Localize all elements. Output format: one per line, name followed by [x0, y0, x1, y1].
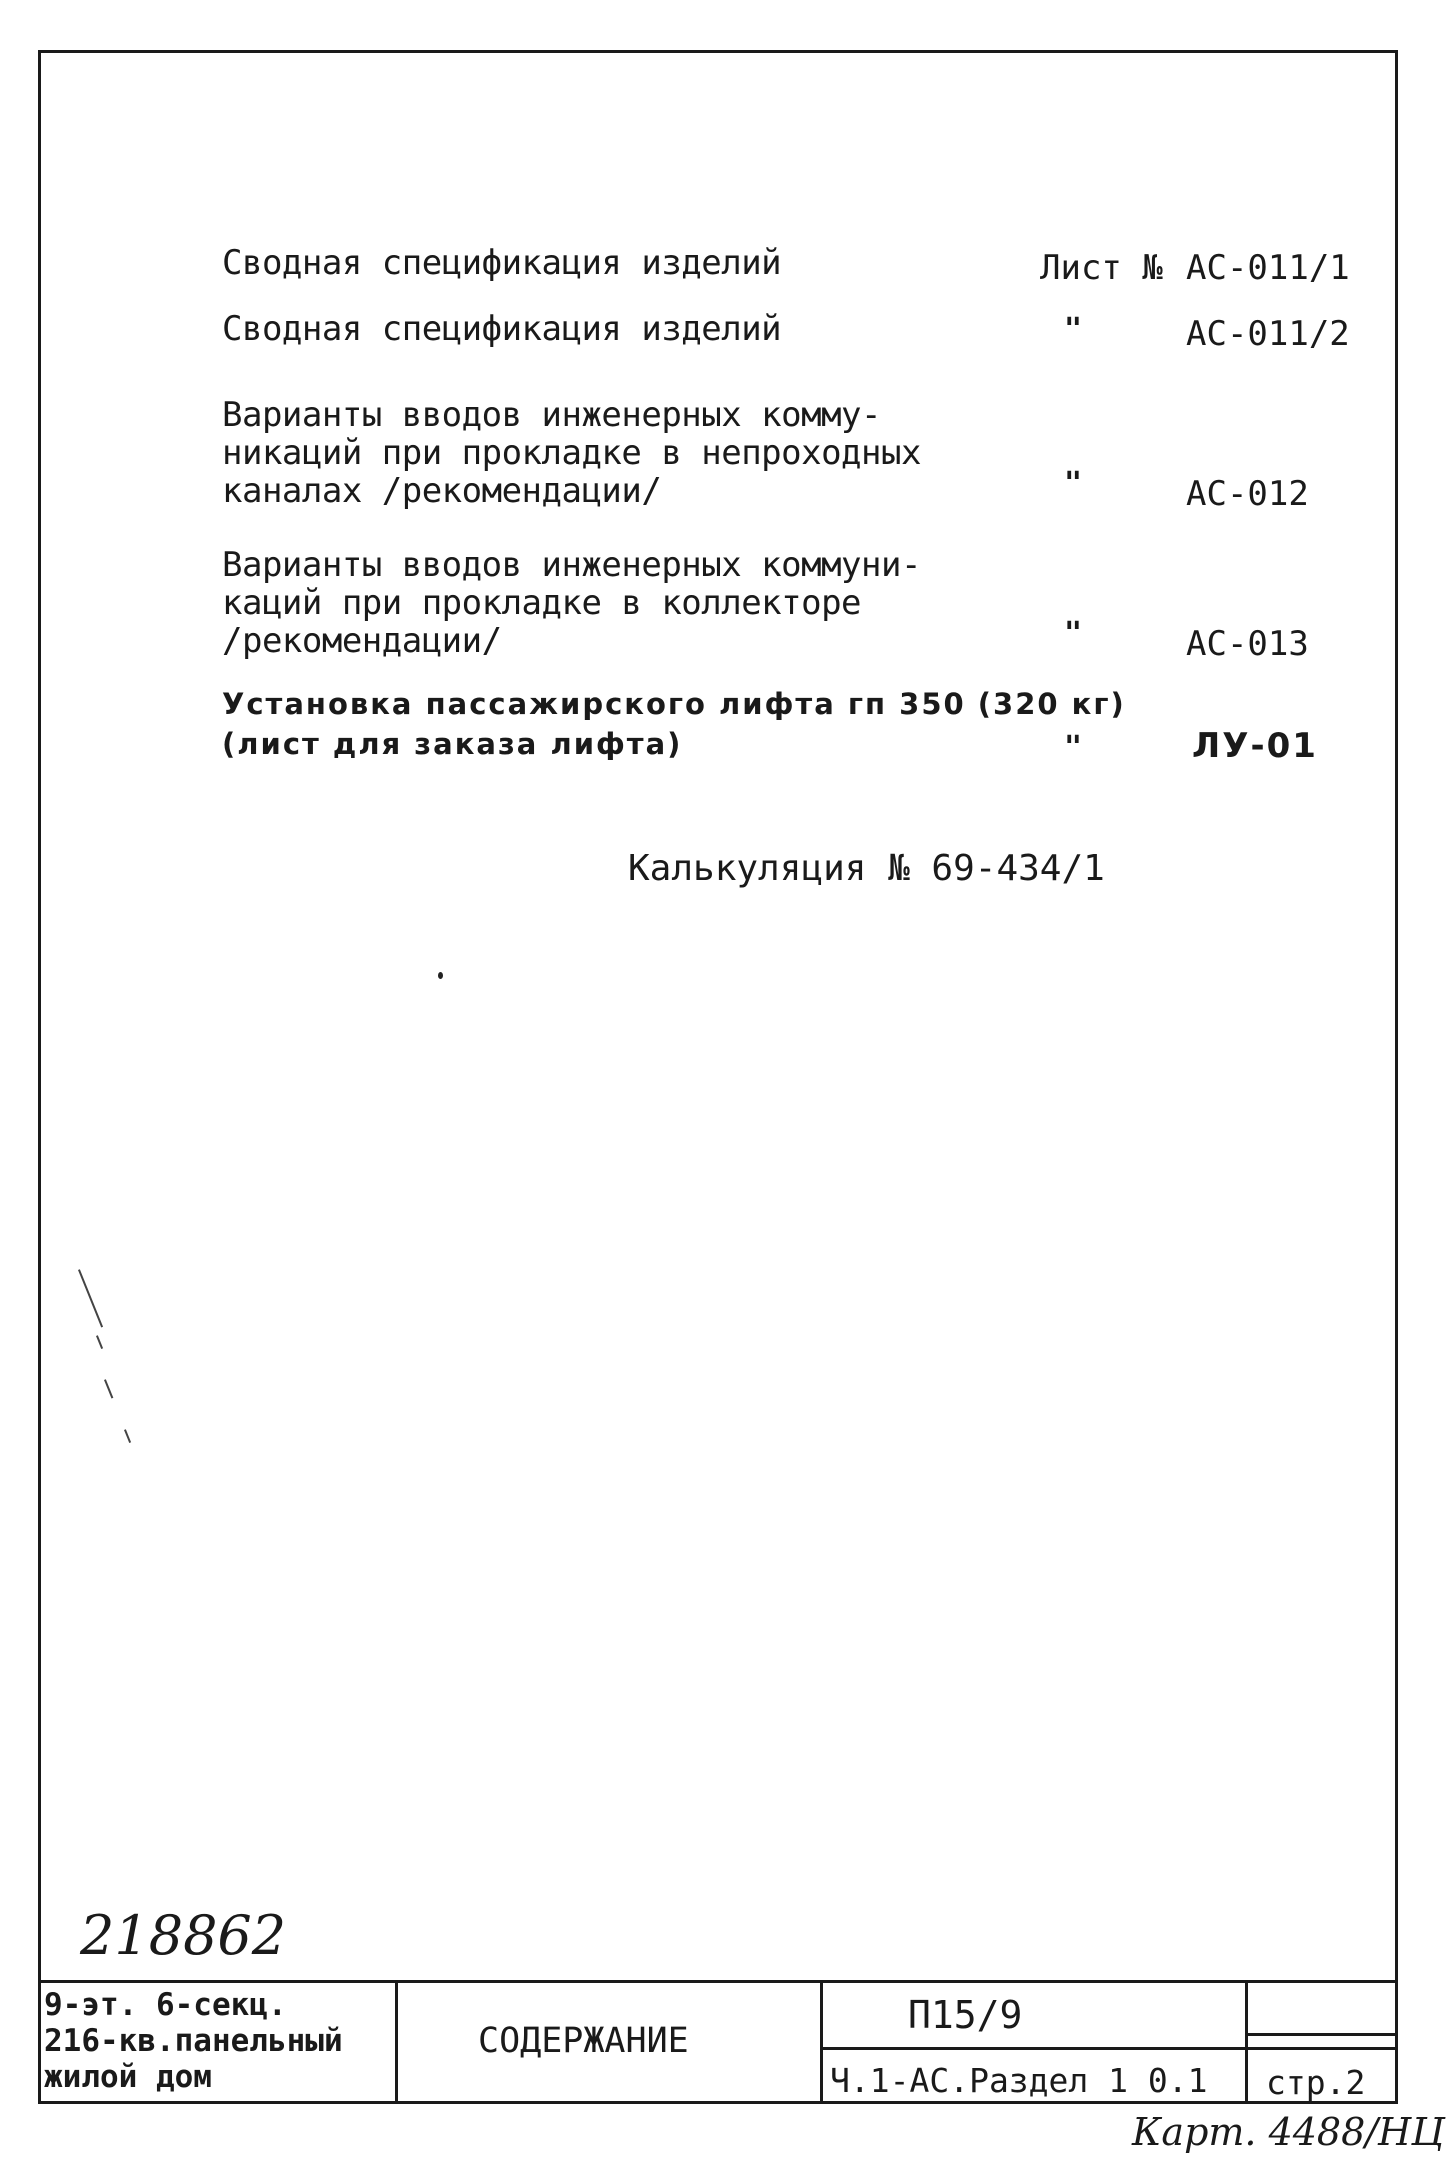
title-block-divider	[820, 1983, 823, 2104]
project-line: жилой дом	[44, 2059, 212, 2095]
project-line: 9-эт. 6-секц.	[44, 1987, 287, 2023]
ditto-mark: "	[1064, 616, 1083, 651]
entry-title-line: каций при прокладке в коллекторе	[222, 583, 862, 623]
title-block	[38, 1980, 1398, 2104]
handwritten-inventory-number: 218862	[80, 1904, 287, 1967]
entry-title-line: Сводная спецификация изделий	[222, 309, 782, 349]
entry-title-line: (лист для заказа лифта)	[222, 727, 683, 761]
title-block-divider	[820, 2047, 1395, 2050]
sheet-number: ЛУ-01	[1192, 726, 1318, 766]
entry-title-line: /рекомендации/	[222, 621, 502, 661]
entry-title-line: каналах /рекомендации/	[222, 471, 662, 511]
contents-entry	[222, 546, 921, 660]
archive-note-handwritten: Карт. 4488/НЦ	[1132, 2110, 1445, 2154]
entry-title-line: Сводная спецификация изделий	[222, 243, 782, 283]
drawing-frame	[38, 50, 1398, 2104]
title-block-divider	[395, 1983, 398, 2104]
title-block-divider	[1245, 1983, 1248, 2104]
sheet-number: АС-013	[1186, 624, 1309, 664]
contents-entry-handwritten	[222, 684, 1126, 764]
contents-entry	[222, 310, 781, 348]
ditto-mark: "	[1064, 730, 1083, 765]
contents-entry	[222, 396, 921, 510]
document-title: СОДЕРЖАНИЕ	[478, 2021, 689, 2061]
ditto-mark: "	[1064, 312, 1083, 347]
project-name	[44, 1987, 343, 2095]
page-number: стр.2	[1266, 2063, 1366, 2102]
sheet-number: АС-011/2	[1186, 314, 1350, 354]
entry-title-line: Варианты вводов инженерных коммуни-	[222, 545, 921, 585]
sheet-prefix: Лист №	[1040, 248, 1163, 288]
ditto-mark: "	[1064, 466, 1083, 501]
title-block-divider	[1245, 2033, 1395, 2036]
sheet-number: АС-012	[1186, 474, 1309, 514]
sheet-number: АС-011/1	[1186, 248, 1350, 288]
project-line: 216-кв.панельный	[44, 2023, 343, 2059]
series-code: П15/9	[908, 1993, 1023, 2037]
entry-title-line: Установка пассажирского лифта гп 350 (320 кг)	[222, 687, 1126, 721]
calculation-reference: Калькуляция № 69-434/1	[628, 848, 1105, 889]
entry-title-line: никаций при прокладке в непроходных	[222, 433, 921, 473]
contents-entry	[222, 244, 781, 282]
entry-title-line: Варианты вводов инженерных комму-	[222, 395, 882, 435]
scan-speck	[438, 972, 443, 979]
part-section: Ч.1-АС.Раздел 1 0.1	[830, 2061, 1208, 2100]
